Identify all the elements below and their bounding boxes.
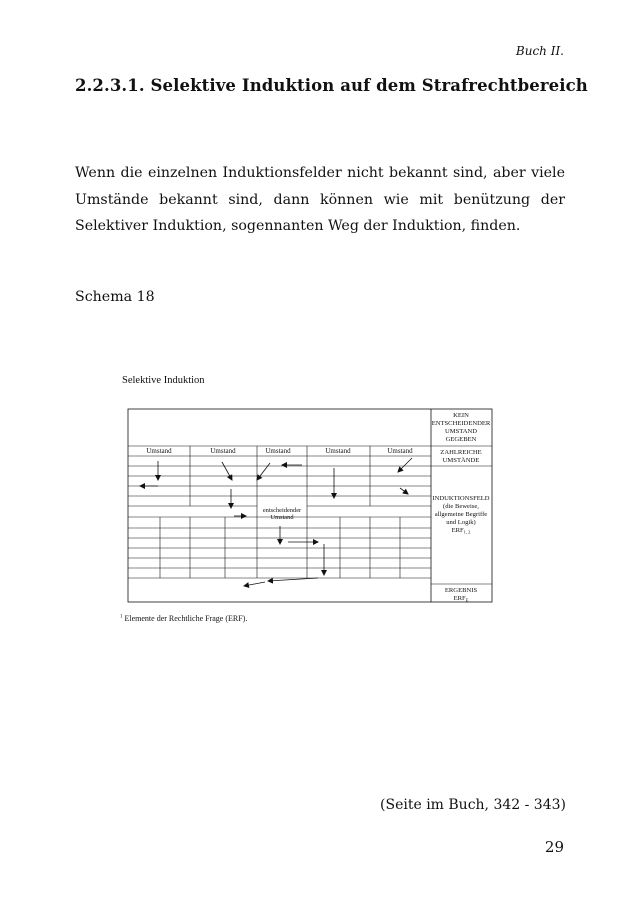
induktionsfeld-line-4: und Logik)	[446, 519, 476, 526]
induktionsfeld-line-3: allgemeine Begriffe	[434, 511, 488, 518]
ergebnis-erf: $ERF_E$	[453, 595, 469, 603]
arrow-diag-col5	[398, 458, 412, 472]
running-head: Buch II.	[515, 44, 564, 58]
kein-line-4: GEGEBEN	[445, 436, 477, 443]
kein-line-2: ENTSCHEIDENDER	[431, 420, 491, 427]
table-frame	[128, 409, 492, 602]
entscheidender-line-1: entscheidender	[262, 507, 302, 514]
body-paragraph: Wenn die einzelnen Induktionsfelder nicht bekannt sind, aber viele Umstände bekannt sind, dann können wie mit benützung der Selektiver Induktion, sogennanten Weg der Induktion, finden.	[75, 165, 565, 234]
erf-label: $ERF_{1, 2}$	[451, 527, 471, 535]
selective-induction-figure	[110, 370, 530, 635]
schema-label: Schema 18	[75, 289, 155, 305]
figure-title: Selektive Induktion	[122, 375, 205, 386]
kein-line-3: UMSTAND	[444, 428, 478, 435]
page-number: 29	[544, 838, 564, 856]
right-column-text	[432, 412, 491, 603]
umstand-header-1: Umstand	[146, 447, 172, 455]
zahlreiche-line-1: ZAHLREICHE	[440, 449, 482, 456]
zahlreiche-line-2: UMSTÄNDE	[442, 457, 480, 464]
arrow-diag-col3	[257, 463, 270, 480]
flow-arrows	[140, 458, 412, 586]
kein-line-1: KEIN	[453, 412, 469, 419]
induktionsfeld-line-2: (die Beweise,	[443, 503, 479, 510]
entscheidender-line-2: Umstand	[270, 514, 294, 521]
arrow-left-bottom	[268, 578, 318, 581]
umstand-header-4: Umstand	[325, 447, 351, 455]
arrow-diag-col5b	[400, 488, 408, 494]
induction-table-diagram	[110, 370, 530, 610]
arrow-diag-col2	[222, 462, 232, 480]
induktionsfeld-line-1: INDUKTIONSFELD	[432, 495, 490, 502]
umstand-header-5: Umstand	[387, 447, 413, 455]
entscheidender-umstand-cell	[263, 507, 302, 521]
figure-footnote: $^1$ Elemente der Rechtliche Frage (ERF).	[120, 614, 248, 623]
umstand-headers	[146, 447, 413, 455]
umstand-header-3: Umstand	[265, 447, 291, 455]
source-reference: (Seite im Buch, 342 - 343)	[380, 797, 566, 813]
section-title: 2.2.3.1. Selektive Induktion auf dem Strafrechtbereich	[75, 76, 588, 95]
umstand-header-2: Umstand	[210, 447, 236, 455]
ergebnis-line-1: ERGEBNIS	[444, 587, 478, 594]
arrow-left-bottom-2	[244, 582, 265, 586]
